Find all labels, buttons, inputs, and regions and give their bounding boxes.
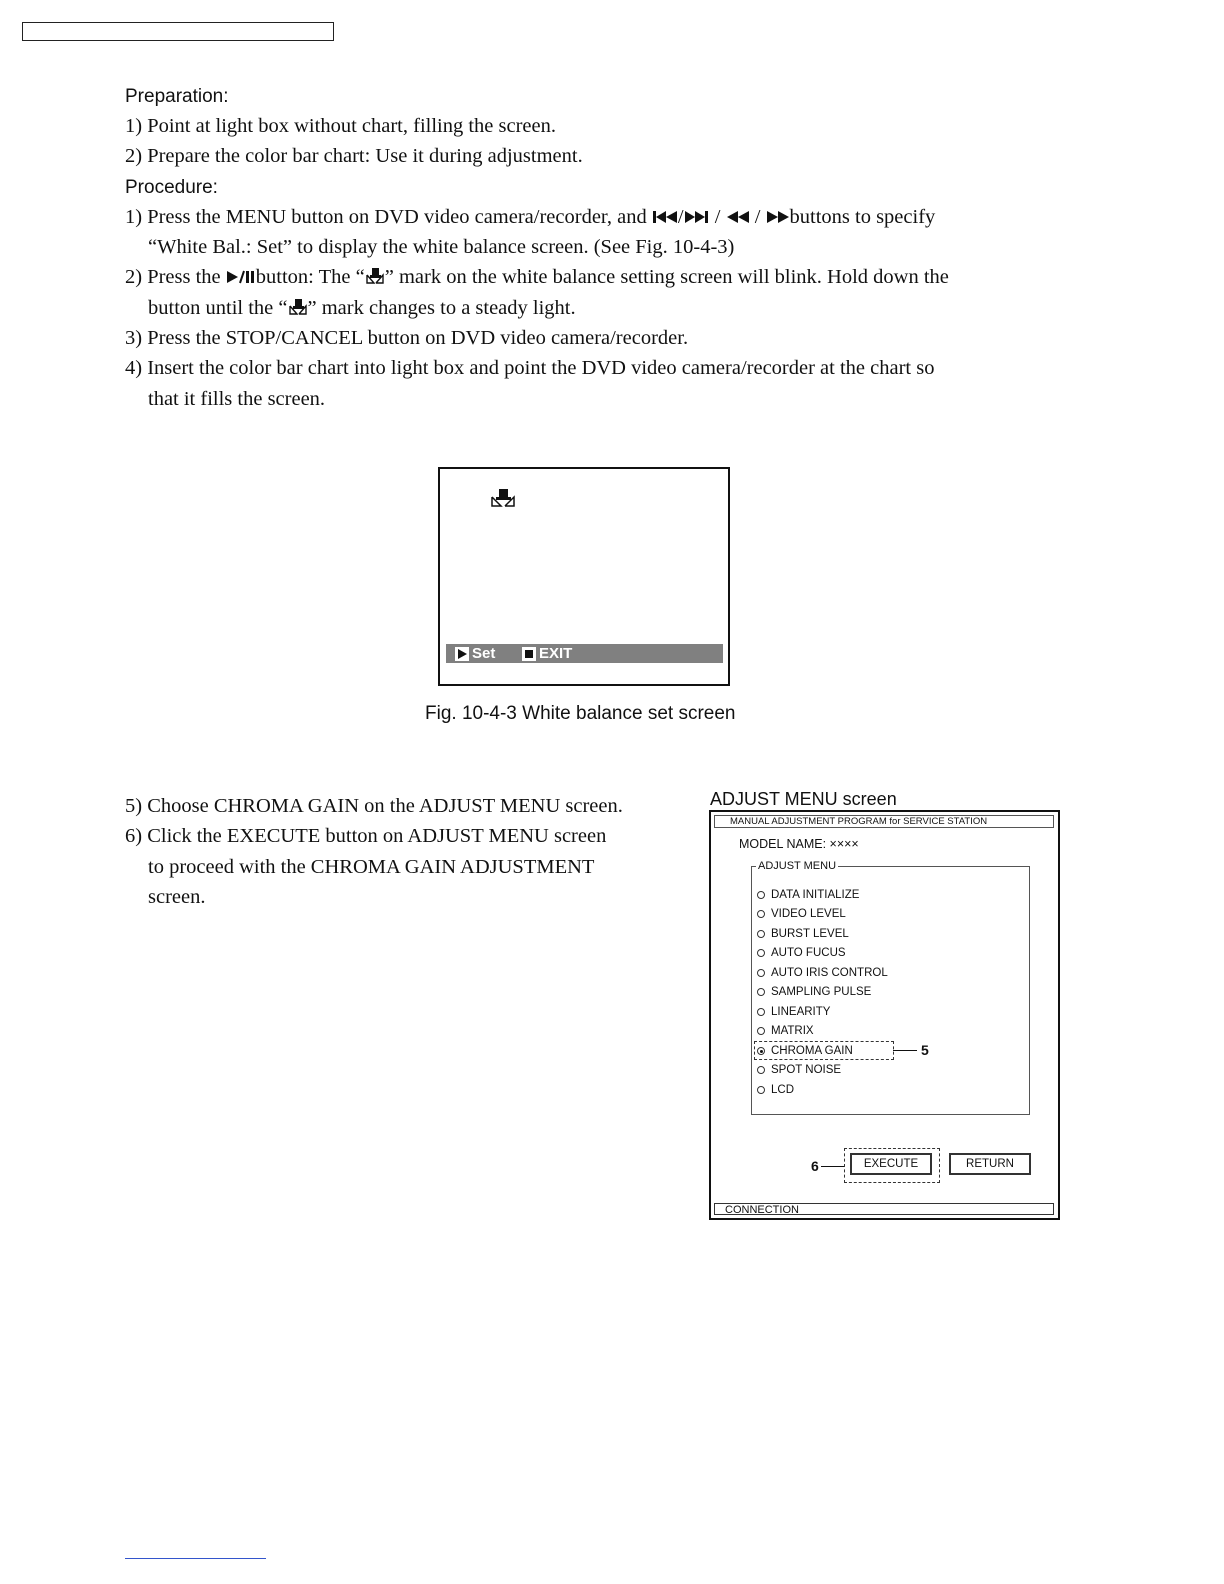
- white-balance-icon: [490, 488, 516, 508]
- proc-step-6-cont-2: screen.: [148, 886, 206, 908]
- proc-step-2-cont: [148, 297, 576, 320]
- proc-step-2-num: 2): [125, 266, 143, 288]
- play-icon: [455, 647, 469, 661]
- procedure-heading: Procedure:: [125, 177, 218, 198]
- radio-button[interactable]: [757, 969, 765, 977]
- callout-5-line: [893, 1050, 917, 1051]
- option-auto-fucus[interactable]: [757, 947, 846, 959]
- option-label: AUTO IRIS CONTROL: [771, 967, 888, 979]
- adjust-menu-group-label: ADJUST MENU: [758, 860, 837, 872]
- option-sampling-pulse[interactable]: [757, 986, 871, 998]
- proc-step-1-text-a: Press the MENU button on DVD video camera/recorder, and: [147, 206, 647, 228]
- proc-step-3-num: 3): [125, 327, 143, 349]
- option-matrix[interactable]: [757, 1025, 814, 1037]
- wb-set-action: [455, 645, 495, 662]
- option-spot-noise[interactable]: [757, 1064, 841, 1076]
- radio-button[interactable]: [757, 1066, 765, 1074]
- skip-previous-icon: [652, 209, 678, 225]
- prep-step-1-num: 1): [125, 115, 143, 137]
- proc-step-4-num: 4): [125, 357, 143, 379]
- prep-step-1: [125, 115, 556, 138]
- model-name: MODEL NAME: ××××: [739, 837, 859, 851]
- proc-step-2-text-d: button until the “: [148, 297, 288, 319]
- proc-step-1-num: 1): [125, 206, 143, 228]
- prep-step-1-text: Point at light box without chart, filling the screen.: [147, 115, 556, 137]
- callout-6: 6: [811, 1158, 819, 1174]
- proc-step-3: [125, 327, 688, 350]
- option-label: LINEARITY: [771, 1006, 831, 1018]
- option-auto-iris-control[interactable]: [757, 967, 888, 979]
- radio-button[interactable]: [757, 1027, 765, 1035]
- skip-next-icon: [684, 209, 710, 225]
- adjust-menu-group: [751, 860, 1030, 1115]
- proc-step-1-text-b: buttons to specify: [789, 206, 936, 228]
- white-balance-screen: [438, 467, 730, 686]
- option-label: MATRIX: [771, 1025, 814, 1037]
- proc-step-6: [125, 825, 606, 848]
- proc-step-2-text-e: ” mark changes to a steady light.: [307, 297, 576, 319]
- wb-set-label: Set: [472, 645, 496, 662]
- fast-forward-icon: [766, 209, 790, 225]
- radio-button[interactable]: [757, 988, 765, 996]
- chroma-gain-highlight: [754, 1041, 894, 1060]
- proc-step-1-cont: “White Bal.: Set” to display the white balance screen. (See Fig. 10-4-3): [148, 236, 735, 258]
- proc-step-2: [125, 266, 949, 289]
- white-balance-icon: [365, 267, 385, 285]
- radio-button[interactable]: [757, 891, 765, 899]
- wb-exit-action: [522, 645, 572, 662]
- option-data-initialize[interactable]: [757, 889, 859, 901]
- prep-step-2: [125, 145, 583, 168]
- proc-step-5-text: Choose CHROMA GAIN on the ADJUST MENU screen.: [147, 795, 623, 817]
- proc-step-6-cont-1: to proceed with the CHROMA GAIN ADJUSTMENT: [148, 856, 595, 878]
- callout-5: 5: [921, 1042, 929, 1058]
- header-box: [22, 22, 334, 41]
- proc-step-4-cont: that it fills the screen.: [148, 388, 326, 410]
- radio-button[interactable]: [757, 930, 765, 938]
- adjust-menu-screen-title: ADJUST MENU screen: [710, 789, 897, 809]
- option-burst-level[interactable]: [757, 928, 849, 940]
- radio-button[interactable]: [757, 910, 765, 918]
- wb-exit-label: EXIT: [539, 645, 573, 662]
- return-button[interactable]: RETURN: [949, 1153, 1031, 1175]
- footer-link-underline[interactable]: [125, 1558, 266, 1559]
- option-label: BURST LEVEL: [771, 928, 849, 940]
- option-label: VIDEO LEVEL: [771, 908, 846, 920]
- proc-step-5-num: 5): [125, 795, 143, 817]
- proc-step-1-sep-3: /: [754, 206, 761, 228]
- adjust-menu-window: [709, 810, 1060, 1220]
- proc-step-4: [125, 357, 934, 380]
- option-label: CHROMA GAIN: [771, 1045, 853, 1057]
- option-label: LCD: [771, 1084, 795, 1096]
- window-title-bar: MANUAL ADJUSTMENT PROGRAM for SERVICE STATION: [714, 815, 1054, 828]
- proc-step-1-sep-2: /: [714, 206, 721, 228]
- white-balance-icon: [288, 298, 308, 316]
- callout-6-line: [821, 1166, 844, 1167]
- proc-step-4-text: Insert the color bar chart into light box and point the DVD video camera/recorder at the chart so: [147, 357, 935, 379]
- proc-step-1: [125, 206, 935, 229]
- option-label: SPOT NOISE: [771, 1064, 842, 1076]
- status-bar: CONNECTION: [714, 1203, 1054, 1215]
- preparation-heading: Preparation:: [125, 86, 229, 107]
- proc-step-5: [125, 795, 623, 818]
- option-label: SAMPLING PULSE: [771, 986, 872, 998]
- prep-step-2-num: 2): [125, 145, 143, 167]
- proc-step-2-text-a: Press the: [147, 266, 221, 288]
- proc-step-3-text: Press the STOP/CANCEL button on DVD video camera/recorder.: [147, 327, 689, 349]
- radio-button[interactable]: [757, 1086, 765, 1094]
- wb-action-bar: [446, 644, 723, 663]
- proc-step-6-num: 6): [125, 825, 143, 847]
- rewind-icon: [726, 209, 750, 225]
- option-linearity[interactable]: [757, 1006, 830, 1018]
- proc-step-6-text: Click the EXECUTE button on ADJUST MENU screen: [147, 825, 607, 847]
- stop-icon: [522, 647, 536, 661]
- option-lcd[interactable]: [757, 1084, 794, 1096]
- radio-button[interactable]: [757, 949, 765, 957]
- play-pause-icon: [226, 269, 256, 285]
- proc-step-1-sep-1: /: [677, 206, 684, 228]
- option-video-level[interactable]: [757, 908, 846, 920]
- option-label: AUTO FUCUS: [771, 947, 846, 959]
- radio-button[interactable]: [757, 1008, 765, 1016]
- option-label: DATA INITIALIZE: [771, 889, 860, 901]
- figure-caption: Fig. 10-4-3 White balance set screen: [425, 703, 736, 724]
- proc-step-2-text-c: ” mark on the white balance setting screen will blink. Hold down the: [384, 266, 949, 288]
- proc-step-2-text-b: button: The “: [255, 266, 365, 288]
- prep-step-2-text: Prepare the color bar chart: Use it during adjustment.: [147, 145, 583, 167]
- execute-button[interactable]: EXECUTE: [850, 1153, 932, 1175]
